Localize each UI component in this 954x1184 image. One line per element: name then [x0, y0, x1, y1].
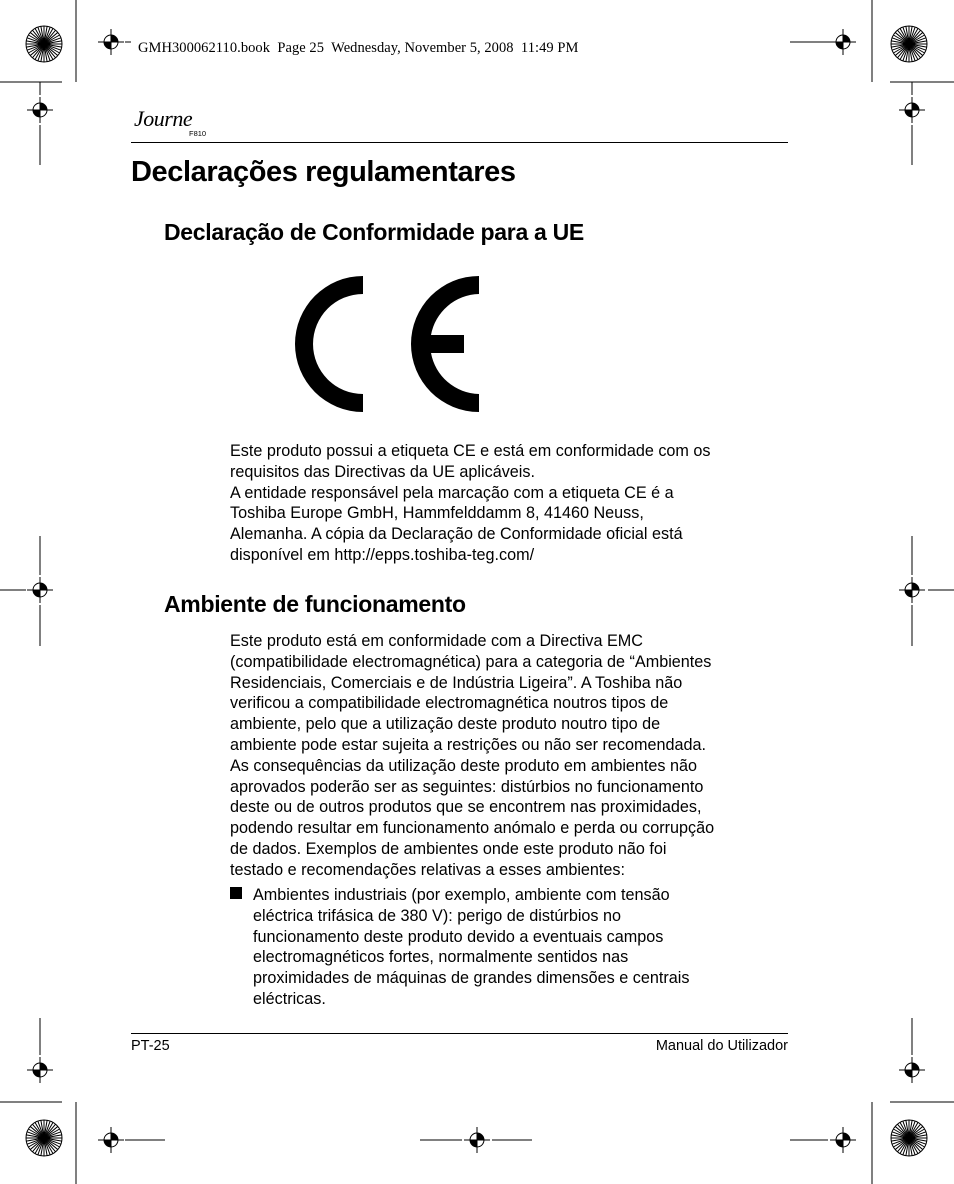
text-line: proximidades de máquinas de grandes dimensões e centrais: [253, 969, 690, 988]
text-line: verificou a compatibilidade electromagnética noutros tipos de: [230, 694, 669, 713]
text-line: podendo resultar em funcionamento anómalo e perda ou corrupção: [230, 819, 715, 838]
eu-conformity-text: [230, 441, 790, 566]
text-line: Toshiba Europe GmbH, Hammfelddamm 8, 41460 Neuss,: [230, 504, 644, 523]
section-heading-operating-environment: Ambiente de funcionamento: [164, 591, 466, 617]
text-line: electromagnéticos fortes, normalmente sentidos nas: [253, 948, 629, 967]
text-line: eléctrica trifásica de 380 V): perigo de distúrbios no: [253, 906, 622, 925]
journe-logo: [132, 106, 212, 142]
logo-wordmark: Journe: [134, 106, 193, 131]
text-line: Residenciais, Comerciais e de Indústria Ligeira”. A Toshiba não: [230, 673, 683, 692]
page-title: Declarações regulamentares: [131, 156, 516, 188]
text-line: deste ou de outros produtos que se encontrem nas proximidades,: [230, 798, 702, 817]
text-line: aprovados poderão ser as seguintes: distúrbios no funcionamento: [230, 777, 704, 796]
manual-title: Manual do Utilizador: [655, 1038, 788, 1054]
text-line: ambiente, pelo que a utilização deste produto noutro tipo de: [230, 715, 661, 734]
text-line: testado e recomendações relativas a esses ambientes:: [230, 860, 626, 879]
text-line: Ambientes industriais (por exemplo, ambiente com tensão: [253, 886, 670, 904]
bullet-item-industrial: [253, 885, 689, 1010]
text-line: eléctricas.: [253, 989, 326, 1008]
text-line: de dados. Exemplos de ambientes onde este produto não foi: [230, 839, 667, 858]
print-slug-line: GMH300062110.book Page 25 Wednesday, November 5, 2008 11:49 PM: [138, 40, 579, 56]
text-line: Este produto possui a etiqueta CE e está em conformidade com os: [230, 442, 711, 460]
page-number: PT-25: [131, 1038, 170, 1054]
text-line: A entidade responsável pela marcação com a etiqueta CE é a: [230, 483, 674, 502]
footer-rule: [131, 1033, 788, 1034]
text-line: As consequências da utilização deste produto em ambientes não: [230, 756, 698, 775]
bullet-square-icon: [230, 887, 242, 899]
text-line: (compatibilidade electromagnética) para a categoria de “Ambientes: [230, 652, 712, 671]
text-line: ambiente pode estar sujeita a restrições ou não ser recomendada.: [230, 735, 707, 754]
text-line: Alemanha. A cópia da Declaração de Conformidade oficial está: [230, 525, 683, 544]
text-line: requisitos das Directivas da UE aplicáveis.: [230, 462, 535, 481]
text-line: funcionamento deste produto devido a eventuais campos: [253, 927, 664, 946]
logo-model-number: F810: [189, 129, 207, 138]
text-line: Este produto está em conformidade com a Directiva EMC: [230, 632, 643, 650]
operating-environment-text: [230, 631, 790, 881]
ce-mark-icon: [290, 273, 482, 415]
text-line: disponível em http://epps.toshiba-teg.com/: [230, 545, 535, 564]
section-heading-eu-conformity: Declaração de Conformidade para a UE: [164, 219, 584, 245]
header-rule: [131, 142, 788, 143]
